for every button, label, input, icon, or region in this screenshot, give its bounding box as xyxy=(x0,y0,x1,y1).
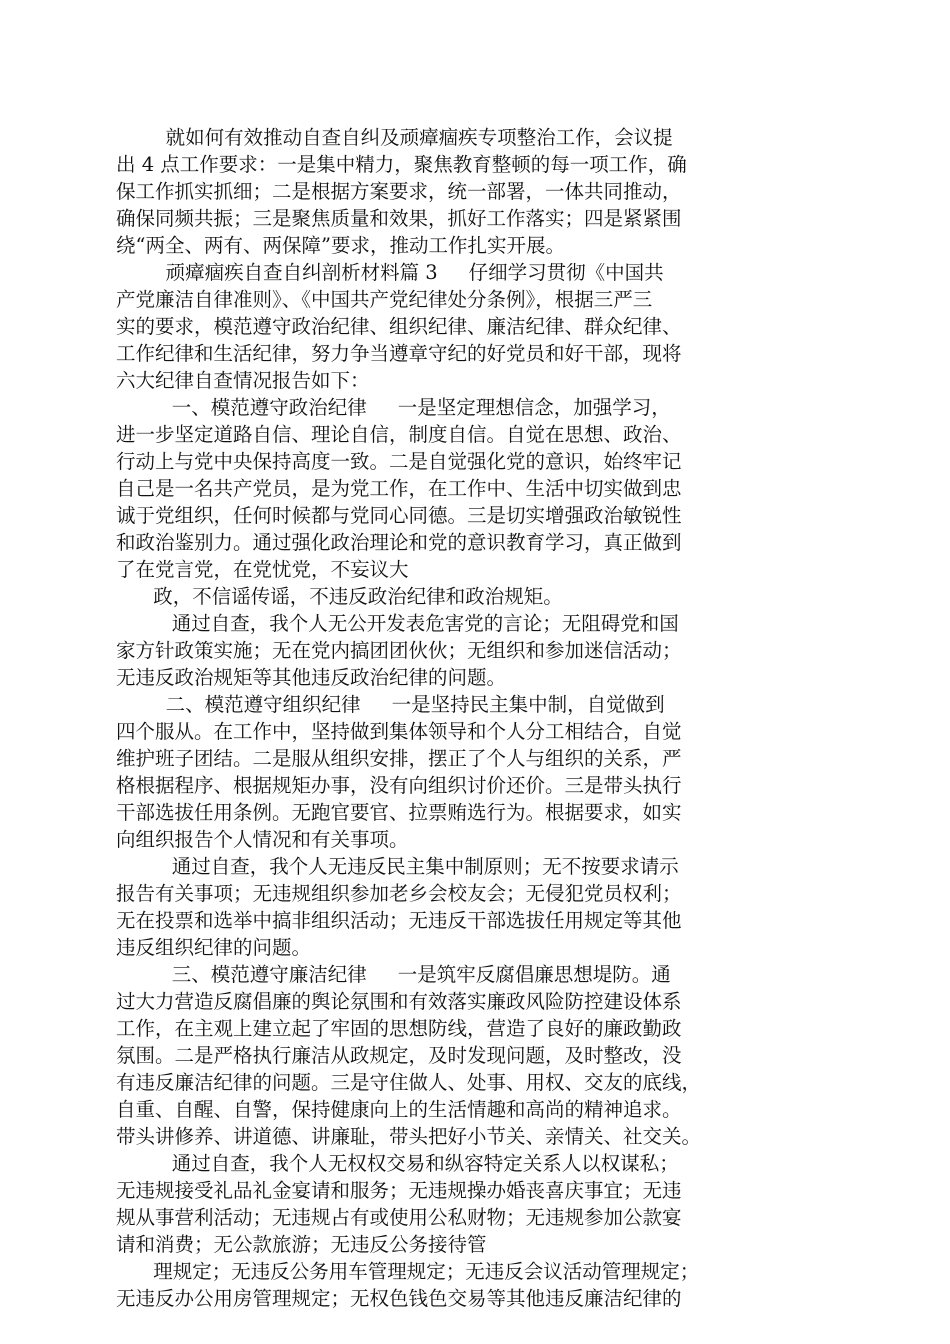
text-line: 进一步坚定道路自信、理论自信，制度自信。自觉在思想、政治、 xyxy=(116,423,682,446)
text-line: 报告有关事项；无违规组织参加老乡会校友会；无侵犯党员权利； xyxy=(116,882,682,905)
text-line: 了在党言党，在党忧党，不妄议大 xyxy=(116,558,409,581)
text-line: 工作纪律和生活纪律，努力争当遵章守纪的好党员和好干部，现将 xyxy=(116,342,682,365)
text-line: 氛围。二是严格执行廉洁从政规定，及时发现问题，及时整改，没 xyxy=(116,1044,682,1067)
text-line: 三、模范遵守廉洁纪律 一是筑牢反腐倡廉思想堤防。通 xyxy=(116,963,671,986)
text-line: 无在投票和选举中搞非组织活动；无违反干部选拔任用规定等其他 xyxy=(116,909,682,932)
text-line: 绕“两全、两有、两保障”要求，推动工作扎实开展。 xyxy=(116,234,565,257)
text-line: 六大纪律自查情况报告如下： xyxy=(116,369,370,392)
text-line: 四个服从。在工作中，坚持做到集体领导和个人分工相结合，自觉 xyxy=(116,720,682,743)
text-line: 通过自查，我个人无权权交易和纵容特定关系人以权谋私； xyxy=(116,1152,679,1175)
text-line: 维护班子团结。二是服从组织安排，摆正了个人与组织的关系，严 xyxy=(116,747,682,770)
text-line: 家方针政策实施；无在党内搞团团伙伙；无组织和参加迷信活动； xyxy=(116,639,682,662)
text-line: 二、模范遵守组织纪律 一是坚持民主集中制，自觉做到 xyxy=(116,693,665,716)
text-line: 确保同频共振；三是聚焦质量和效果，抓好工作落实；四是紧紧围 xyxy=(116,207,682,230)
text-line: 政，不信谣传谣，不违反政治纪律和政治规矩。 xyxy=(116,585,563,608)
text-line: 就如何有效推动自查自纠及顽瘴痼疾专项整治工作，会议提 xyxy=(116,126,673,149)
text-line: 请和消费；无公款旅游；无违反公务接待管 xyxy=(116,1233,487,1256)
text-line: 理规定；无违反公务用车管理规定；无违反会议活动管理规定； xyxy=(116,1260,700,1283)
text-line: 无违反办公用房管理规定；无权色钱色交易等其他违反廉洁纪律的 xyxy=(116,1287,682,1310)
text-line: 无违反政治规矩等其他违反政治纪律的问题。 xyxy=(116,666,507,689)
text-line: 格根据程序、根据规矩办事，没有向组织讨价还价。三是带头执行 xyxy=(116,774,682,797)
text-line: 通过自查，我个人无违反民主集中制原则；无不按要求请示 xyxy=(116,855,679,878)
text-line: 诚于党组织，任何时候都与党同心同德。三是切实增强政治敏锐性 xyxy=(116,504,682,527)
text-line: 自重、自醒、自警，保持健康向上的生活情趣和高尚的精神追求。 xyxy=(116,1098,682,1121)
text-line: 顽瘴痼疾自查自纠剖析材料篇 3 仔细学习贯彻《中国共 xyxy=(116,261,664,284)
text-line: 带头讲修养、讲道德、讲廉耻，带头把好小节关、亲情关、社交关。 xyxy=(116,1125,702,1148)
text-line: 过大力营造反腐倡廉的舆论氛围和有效落实廉政风险防控建设体系 xyxy=(116,990,682,1013)
text-line: 工作，在主观上建立起了牢固的思想防线，营造了良好的廉政勤政 xyxy=(116,1017,682,1040)
text-line: 干部选拔任用条例。无跑官要官、拉票贿选行为。根据要求，如实 xyxy=(116,801,682,824)
text-line: 规从事营利活动；无违规占有或使用公私财物；无违规参加公款宴 xyxy=(116,1206,682,1229)
text-line: 实的要求，模范遵守政治纪律、组织纪律、廉洁纪律、群众纪律、 xyxy=(116,315,682,338)
text-line: 和政治鉴别力。通过强化政治理论和党的意识教育学习，真正做到 xyxy=(116,531,682,554)
text-line: 通过自查，我个人无公开发表危害党的言论；无阻碍党和国 xyxy=(116,612,679,635)
text-line: 自己是一名共产党员，是为党工作，在工作中、生活中切实做到忠 xyxy=(116,477,682,500)
text-line: 出 4 点工作要求：一是集中精力，聚焦教育整顿的每一项工作，确 xyxy=(116,153,687,176)
text-line: 有违反廉洁纪律的问题。三是守住做人、处事、用权、交友的底线， xyxy=(116,1071,702,1094)
text-line: 无违规接受礼品礼金宴请和服务；无违规操办婚丧喜庆事宜；无违 xyxy=(116,1179,682,1202)
text-line: 一、模范遵守政治纪律 一是坚定理想信念，加强学习， xyxy=(116,396,671,419)
text-line: 向组织报告个人情况和有关事项。 xyxy=(116,828,409,851)
text-line: 违反组织纪律的问题。 xyxy=(116,936,312,959)
text-line: 保工作抓实抓细；二是根据方案要求，统一部署，一体共同推动， xyxy=(116,180,682,203)
text-line: 产党廉洁自律准则》、《中国共产党纪律处分条例》，根据三严三 xyxy=(116,288,653,311)
text-line: 行动上与党中央保持高度一致。二是自觉强化党的意识，始终牢记 xyxy=(116,450,682,473)
